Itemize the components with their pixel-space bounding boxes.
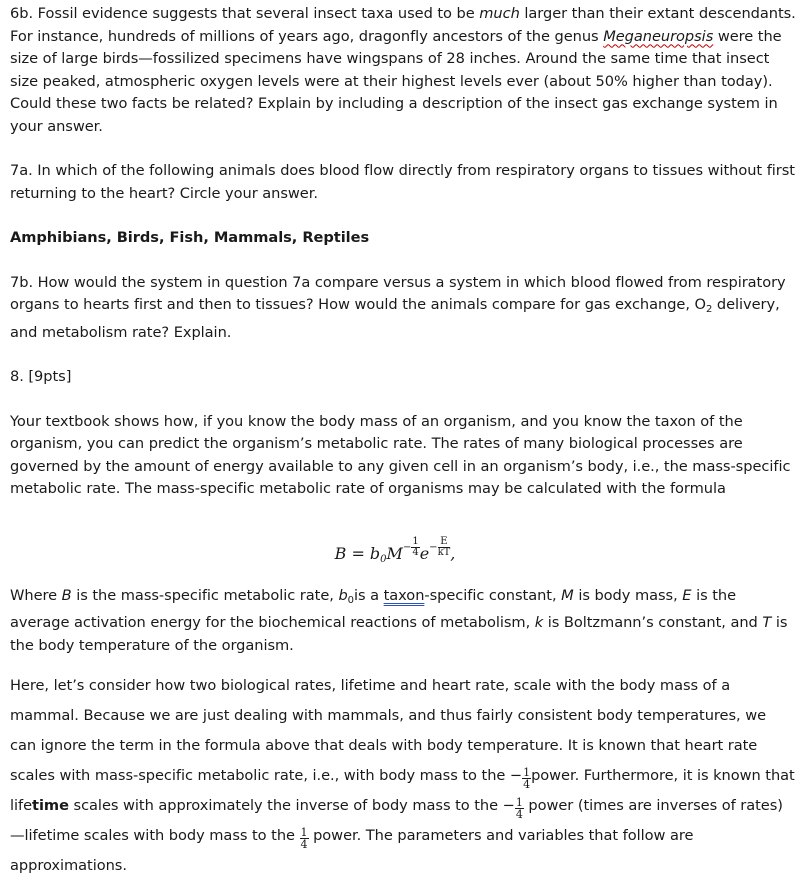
taxon-word: taxon [383, 586, 425, 604]
question-8-intro: Your textbook shows how, if you know the body mass of an organism, and you know the taxon of the organism, you can predict the organism’s metabolic rate. The rates of many biological processes are governed by the amount of energy available to any given cell in an organism’s body, i.e., the mass-specific metabolic rate. The mass-specific metabolic rate of organisms may be calculated with the formula [10, 412, 791, 497]
question-8-heading: 8. [9pts] [10, 368, 72, 385]
exponent-fraction: $\frac{1}{4}$ [412, 535, 419, 558]
question-6b: 6b. Fossil evidence suggests that several insect taxa used to be much larger than their extant descendants. For instance, hundreds of millions of years ago, dragonfly ancestors of the genus Meganeuropsis were the size of large birds—fossilized specimens have wingspans of 28 inches. Around the same time that insect size peaked, atmospheric oxygen levels were at their highest levels ever (about 50% higher than today). Could these two facts be related? Explain by including a description of the insect gas exchange system in your answer. [10, 5, 796, 135]
document-page [10, 3, 796, 881]
scaling-paragraph: Here, let’s consider how two biological rates, lifetime and heart rate, scale with the body mass of a mammal. Because we are just dealing with mammals, and thus fairly consistent body temperatures, we can ignore the term in the formula above that deals with body temperature. It is known that heart rate scales with mass-specific metabolic rate, i.e., with body mass to the − $\frac{1}{4}$ power. Furthermore, it is known that lifetime scales with approximately the inverse of body mass to the − $\frac{1}{4}$ power (times are inverses of rates)—lifetime scales with body mass to the $\frac{1}{4}$ power. The parameters and variables that follow are approximations. [10, 677, 795, 874]
question-label: 6b. [10, 5, 34, 22]
question-7b: 7b. How would the system in question 7a compare versus a system in which blood flowed from respiratory organs to hearts first and then to tissues? How would the animals compare for gas exchange, $O_2$ delivery, and metabolism rate? Explain. [10, 273, 786, 341]
question-7a: 7a. In which of the following animals does blood flow directly from respiratory organs to tissues without first returning to the heart? Circle your answer. [10, 162, 795, 202]
energy-fraction: $\frac{E}{kT}$ [437, 535, 451, 558]
fraction-neg-quarter-2: $\frac{1}{4}$ [515, 796, 523, 821]
variable-definitions: Where B is the mass-specific metabolic rate, $b_0is$ a taxon-specific constant, M is body mass, E is the average activation energy for the biochemical reactions of metabolism, k is Boltzmann’s constant, and T is the body temperature of the organism. [10, 586, 788, 654]
metabolic-rate-formula: $B = b_0M^{- \frac{1}{4}}$ $e^{- \frac{E}{kT}}$ , [334, 535, 456, 565]
emphasis-text: much [479, 5, 520, 22]
fraction-quarter: $\frac{1}{4}$ [300, 826, 308, 851]
answer-options: Amphibians, Birds, Fish, Mammals, Reptiles [10, 229, 370, 246]
genus-name: Meganeuropsis [603, 27, 714, 45]
fraction-neg-quarter: $\frac{1}{4}$ [523, 766, 531, 791]
